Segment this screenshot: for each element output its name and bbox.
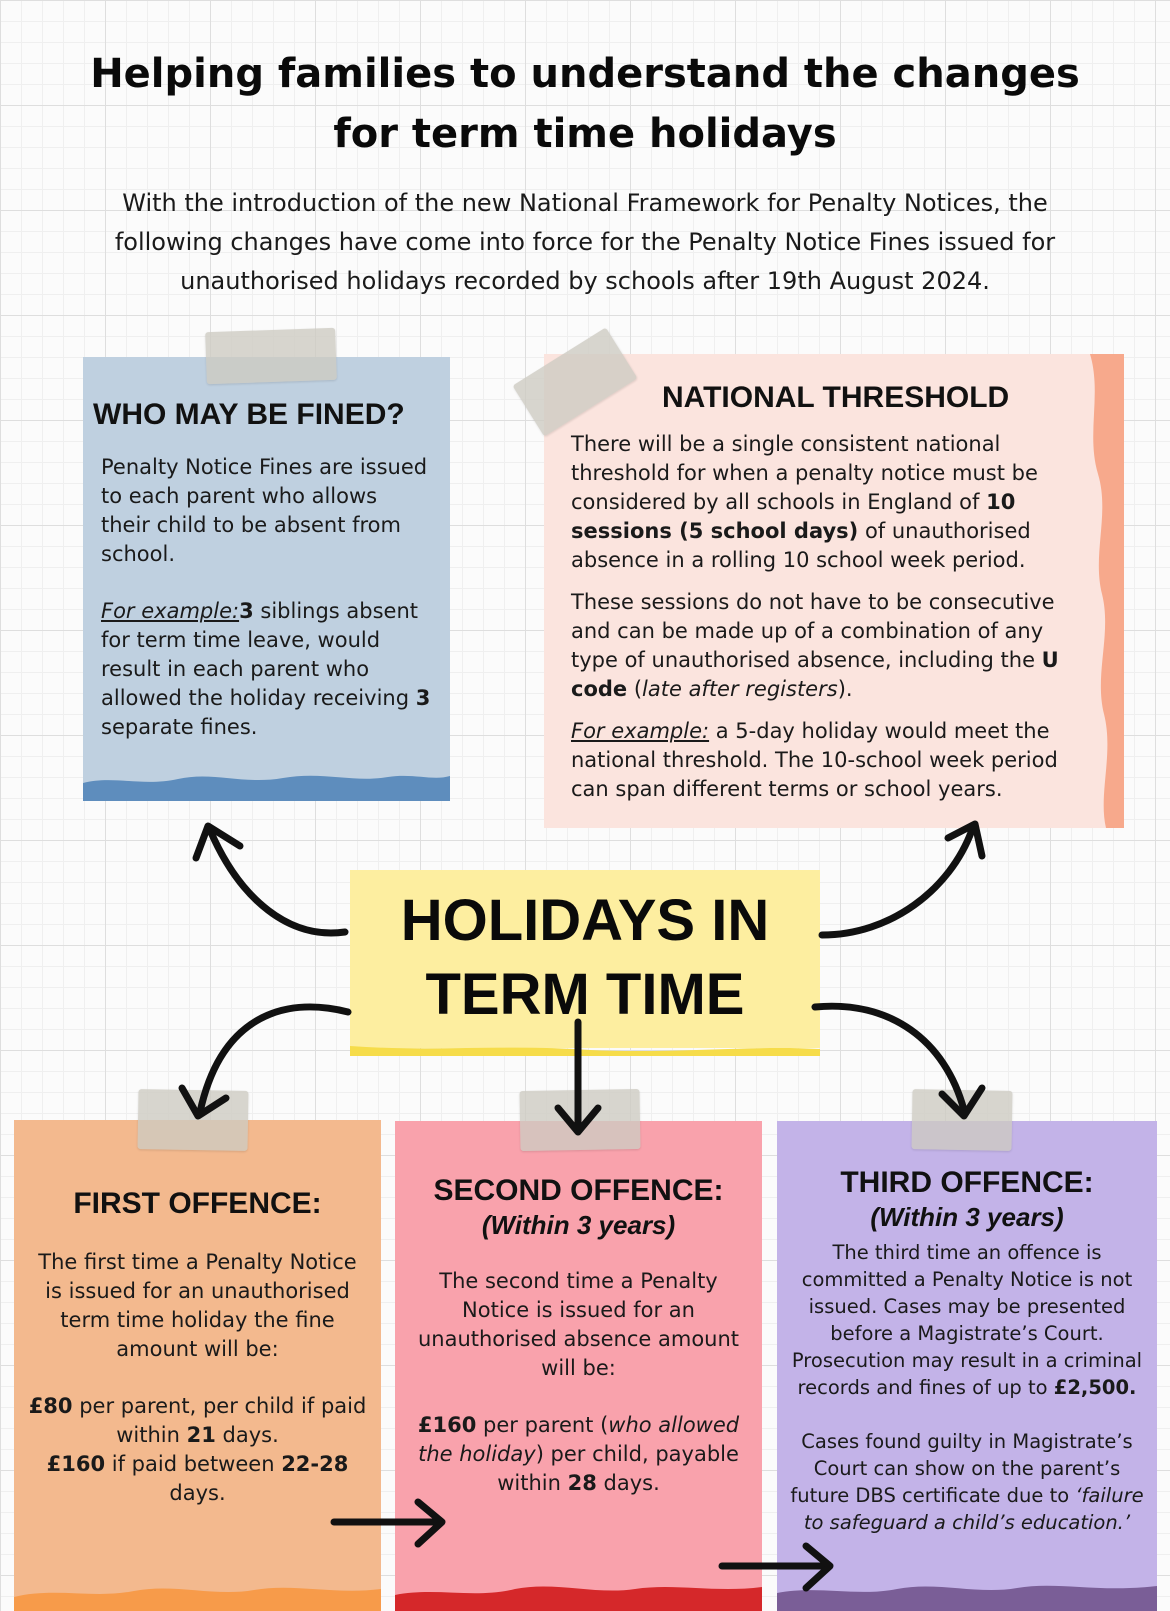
first-text2: days. — [215, 1423, 279, 1447]
red-wave-edge — [395, 1577, 762, 1611]
first-days2: 22-28 — [281, 1452, 349, 1476]
second-amount: £160 — [417, 1413, 477, 1437]
third-card-subtitle: (Within 3 years) — [870, 1202, 1064, 1232]
intro-text — [70, 184, 1100, 301]
national-p2-text-a: These sessions do not have to be consecutive and can be made up of a combination of any type of unauthorised absence, including the — [571, 590, 1055, 672]
second-card-title: SECOND OFFENCE: — [433, 1174, 724, 1207]
national-p3-text: a 5-day holiday would meet the national threshold. The 10-school week period can span different terms or school years. — [571, 719, 1058, 801]
third-card-body — [785, 1239, 1149, 1536]
third-p1-text: The third time an offence is committed a Penalty Notice is not issued. Cases may be presented before a Magistrate’s Court. Prosecution may result in a criminal records and fines of up to — [791, 1241, 1143, 1399]
orange-wave-edge — [14, 1577, 381, 1611]
second-days: 28 — [567, 1471, 597, 1495]
page-title — [40, 44, 1130, 164]
who-card-example — [101, 597, 431, 742]
first-days1: 21 — [186, 1423, 216, 1447]
national-p2-bold: U code — [571, 648, 1059, 701]
who-example-text1: siblings absent for term time leave, would result in each parent who allowed the holiday receiving — [101, 599, 419, 710]
purple-wave-edge — [777, 1577, 1157, 1611]
arrowhead-national — [948, 824, 982, 856]
national-example-label: For example: — [571, 719, 710, 743]
second-card-body — [409, 1267, 748, 1498]
title-line-1: Helping families to understand the changes — [90, 51, 1080, 97]
third-p1-bold: £2,500. — [1053, 1376, 1137, 1399]
second-card-subtitle: (Within 3 years) — [481, 1210, 676, 1240]
who-card-paragraph: Penalty Notice Fines are issued to each parent who allows their child to be absent from school. — [101, 455, 428, 566]
arrow-to-national — [822, 830, 972, 935]
who-example-num2: 3 — [415, 686, 431, 710]
who-example-text2: separate fines. — [101, 715, 258, 739]
tape-first — [137, 1089, 248, 1151]
second-text3: days. — [596, 1471, 660, 1495]
national-threshold-card — [544, 354, 1112, 828]
arrowhead-who — [196, 826, 240, 858]
national-p1-text-a: There will be a single consistent national threshold for when a penalty notice must be considered by all schools in England of — [571, 432, 1038, 514]
first-text3: if paid between — [105, 1452, 282, 1476]
national-p2-text-c: ). — [837, 677, 853, 701]
intro-line-1: With the introduction of the new National Framework for Penalty Notices, the — [122, 189, 1048, 217]
second-text2: ) per child, payable within — [497, 1442, 739, 1495]
arrow-to-who — [210, 830, 345, 933]
title-line-2: for term time holidays — [333, 111, 837, 157]
first-amount1: £80 — [28, 1394, 73, 1418]
second-offence-card — [395, 1121, 762, 1603]
first-text1: per parent, per child if paid within — [72, 1394, 367, 1447]
who-may-be-fined-card — [83, 357, 450, 793]
second-card-amounts — [409, 1411, 748, 1498]
center-line-1: HOLIDAYS IN — [400, 888, 770, 953]
blue-wave-edge — [83, 767, 450, 801]
national-card-title: NATIONAL THRESHOLD — [662, 381, 1010, 414]
third-p2 — [785, 1428, 1149, 1536]
first-amount2: £160 — [46, 1452, 106, 1476]
first-offence-card — [14, 1120, 381, 1603]
second-card-paragraph: The second time a Penalty Notice is issued for an unauthorised absence amount will be: — [417, 1269, 740, 1380]
who-example-num1: 3 — [239, 599, 254, 623]
second-italic: who allowed the holiday — [418, 1413, 740, 1466]
who-card-body — [101, 453, 431, 742]
first-card-amounts — [28, 1392, 367, 1508]
intro-line-2: following changes have come into force for the Penalty Notice Fines issued for — [114, 228, 1056, 256]
national-p1 — [571, 430, 1061, 575]
third-offence-card — [777, 1121, 1157, 1603]
third-p2-text: Cases found guilty in Magistrate’s Court can show on the parent’s future DBS certificate due to — [790, 1430, 1133, 1507]
first-card-body — [28, 1248, 367, 1508]
third-p2-italic: ‘failure to safeguard a child’s education.’ — [803, 1484, 1144, 1534]
tape-third — [911, 1089, 1012, 1151]
second-text1: per parent ( — [476, 1413, 609, 1437]
national-p1-bold: 10 sessions (5 school days) — [571, 490, 1016, 543]
third-card-title: THIRD OFFENCE: — [840, 1166, 1094, 1199]
first-card-paragraph: The first time a Penalty Notice is issued for an unauthorised term time holiday the fine amount will be: — [38, 1250, 357, 1361]
national-p2-italic: late after registers — [642, 677, 838, 701]
first-card-title: FIRST OFFENCE: — [73, 1187, 322, 1220]
center-underline — [350, 1042, 820, 1056]
first-text4: days. — [169, 1481, 226, 1505]
peach-torn-edge — [1084, 354, 1124, 828]
national-p1-text-b: of unauthorised absence in a rolling 10 school week period. — [571, 519, 1031, 572]
who-example-label: For example: — [101, 599, 240, 623]
national-p2 — [571, 588, 1061, 704]
tape-second — [519, 1089, 640, 1151]
national-p2-text-b: ( — [627, 677, 643, 701]
intro-line-3: unauthorised holidays recorded by schools after 19th August 2024. — [180, 267, 990, 295]
national-card-body — [571, 430, 1061, 804]
holidays-in-term-time-label — [350, 870, 820, 1048]
third-p1 — [785, 1239, 1149, 1401]
tape-who — [205, 328, 337, 385]
national-p3 — [571, 717, 1061, 804]
who-card-title: WHO MAY BE FINED? — [93, 398, 405, 431]
center-line-2: TERM TIME — [425, 962, 745, 1027]
